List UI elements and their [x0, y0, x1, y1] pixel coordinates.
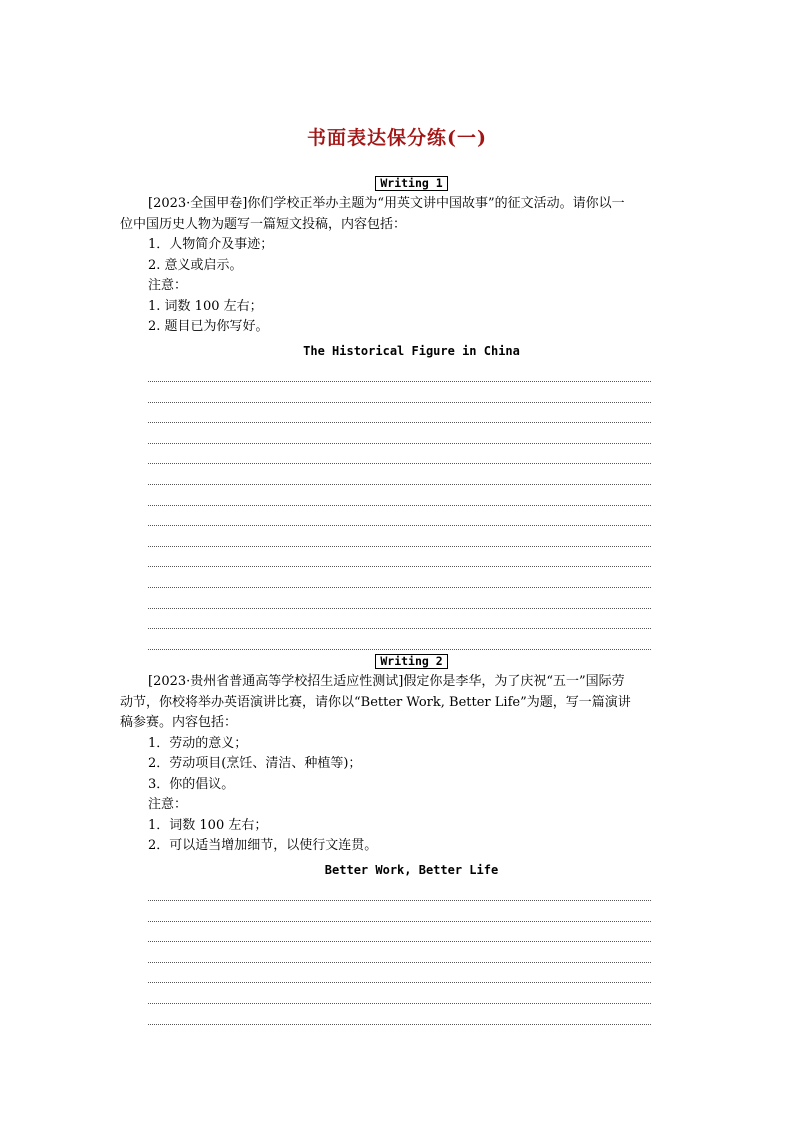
answer-line[interactable] — [148, 942, 651, 963]
writing-2-note: 2．可以适当增加细节，以使行文连贯。 — [148, 838, 378, 853]
writing-2-item: 1．劳动的意义； — [148, 735, 248, 751]
writing-2-item: 2．劳动项目(烹饪、清洁、种植等)； — [148, 756, 362, 771]
answer-line[interactable] — [148, 485, 651, 506]
answer-line[interactable] — [148, 922, 651, 943]
writing-1-label: Writing 1 — [148, 176, 675, 194]
writing-2-answer-lines — [148, 881, 651, 1025]
writing-2-label: Writing 2 — [148, 654, 675, 672]
answer-line[interactable] — [148, 506, 651, 527]
answer-line[interactable] — [148, 609, 651, 630]
answer-line[interactable] — [148, 547, 651, 568]
writing-1-section — [120, 176, 675, 650]
answer-line[interactable] — [148, 423, 651, 444]
writing-1-intro: [2023·全国甲卷]你们学校正举办主题为“用英文讲中国故事”的征文活动。请你以一 位中国历史人物为题写一篇短文投稿，内容包括： — [120, 196, 625, 232]
answer-line[interactable] — [148, 526, 651, 547]
answer-line[interactable] — [148, 901, 651, 922]
answer-line[interactable] — [148, 629, 651, 650]
answer-line[interactable] — [148, 567, 651, 588]
answer-line[interactable] — [148, 588, 651, 609]
writing-1-item: 2. 意义或启示。 — [148, 257, 243, 273]
page-title: 书面表达保分练(一) — [307, 127, 487, 149]
writing-1-item: 1．人物简介及事迹； — [148, 237, 274, 252]
writing-2-intro: [2023·贵州省普通高等学校招生适应性测试]假定你是李华，为了庆祝“五一”国际劳 动节，你校将举办英语演讲比赛，请你以“Better Work, Better Life”为题，写一篇演讲 稿参赛。内容包括： — [120, 674, 631, 730]
writing-2-item: 3．你的倡议。 — [148, 776, 235, 792]
answer-line[interactable] — [148, 881, 651, 902]
writing-1-answer-lines — [148, 362, 651, 650]
writing-1-essay-title: The Historical Figure in China — [303, 343, 520, 358]
answer-line[interactable] — [148, 403, 651, 424]
writing-2-section — [120, 654, 675, 1025]
answer-line[interactable] — [148, 382, 651, 403]
writing-1-note: 1. 词数 100 左右； — [148, 298, 263, 314]
answer-line[interactable] — [148, 464, 651, 485]
writing-1-note: 2. 题目已为你写好。 — [148, 319, 269, 334]
answer-line[interactable] — [148, 362, 651, 383]
answer-line[interactable] — [148, 983, 651, 1004]
writing-2-note-label: 注意： — [148, 797, 188, 812]
answer-line[interactable] — [148, 1004, 651, 1025]
writing-1-note-label: 注意： — [148, 278, 188, 293]
answer-line[interactable] — [148, 963, 651, 984]
writing-2-essay-title: Better Work, Better Life — [324, 862, 499, 877]
answer-line[interactable] — [148, 444, 651, 465]
writing-2-note: 1．词数 100 左右； — [148, 817, 268, 833]
